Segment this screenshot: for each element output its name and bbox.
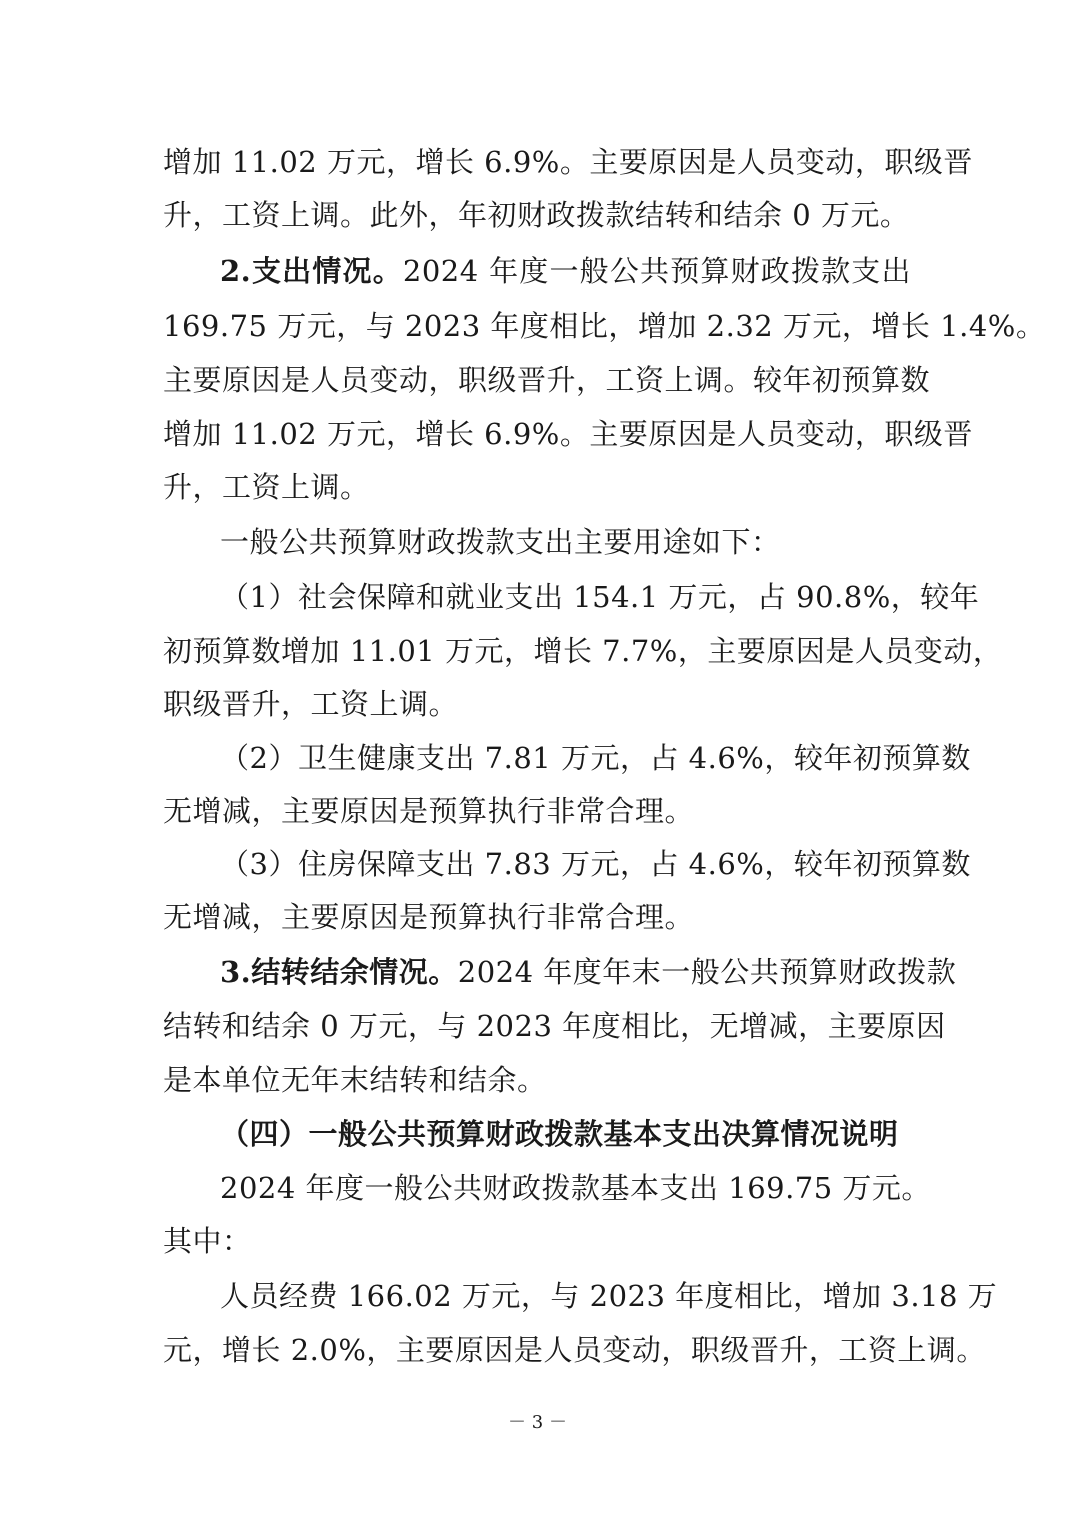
paragraph-expenditure	[220, 251, 911, 291]
page-number: － 3 －	[508, 1412, 567, 1433]
text-line: 其中：	[163, 1224, 252, 1258]
text-line: 升，工资上调。	[163, 470, 370, 504]
section-heading: （四）一般公共预算财政拨款基本支出决算情况说明	[220, 1117, 899, 1151]
text-line: 职级晋升，工资上调。	[163, 687, 459, 721]
text-line: 结转和结余 0 万元，与 2023 年度相比，无增减，主要原因	[163, 1009, 946, 1043]
text-line: 增加 11.02 万元，增长 6.9%。主要原因是人员变动，职级晋	[163, 145, 973, 179]
text-line: 无增减，主要原因是预算执行非常合理。	[163, 794, 695, 828]
text-line: 元，增长 2.0%，主要原因是人员变动，职级晋升，工资上调。	[163, 1333, 986, 1367]
text-line: 主要原因是人员变动，职级晋升，工资上调。较年初预算数	[163, 363, 931, 397]
text-line: 2024 年度一般公共财政拨款基本支出 169.75 万元。	[220, 1171, 931, 1205]
text-line: 是本单位无年末结转和结余。	[163, 1063, 547, 1097]
text-line: （2）卫生健康支出 7.81 万元，占 4.6%，较年初预算数	[220, 741, 971, 775]
text-line: （3）住房保障支出 7.83 万元，占 4.6%，较年初预算数	[220, 847, 971, 881]
section-label-carryover: 3.结转结余情况。	[220, 955, 458, 989]
text-line: 169.75 万元，与 2023 年度相比，增加 2.32 万元，增长 1.4%。	[163, 309, 1046, 343]
text-line: 初预算数增加 11.01 万元，增长 7.7%，主要原因是人员变动，	[163, 634, 1003, 668]
text-line: 升，工资上调。此外，年初财政拨款结转和结余 0 万元。	[163, 198, 910, 232]
text-line: （1）社会保障和就业支出 154.1 万元，占 90.8%，较年	[220, 580, 980, 614]
text-span: 2024 年度一般公共预算财政拨款支出	[402, 254, 911, 288]
paragraph-carryover	[220, 952, 957, 992]
text-line: 人员经费 166.02 万元，与 2023 年度相比，增加 3.18 万	[220, 1279, 998, 1313]
text-span: 2024 年度年末一般公共预算财政拨款	[457, 955, 957, 989]
section-label-expenditure: 2.支出情况。	[220, 254, 403, 288]
text-line: 无增减，主要原因是预算执行非常合理。	[163, 900, 695, 934]
text-line: 增加 11.02 万元，增长 6.9%。主要原因是人员变动，职级晋	[163, 417, 973, 451]
text-line: 一般公共预算财政拨款支出主要用途如下：	[220, 525, 781, 559]
